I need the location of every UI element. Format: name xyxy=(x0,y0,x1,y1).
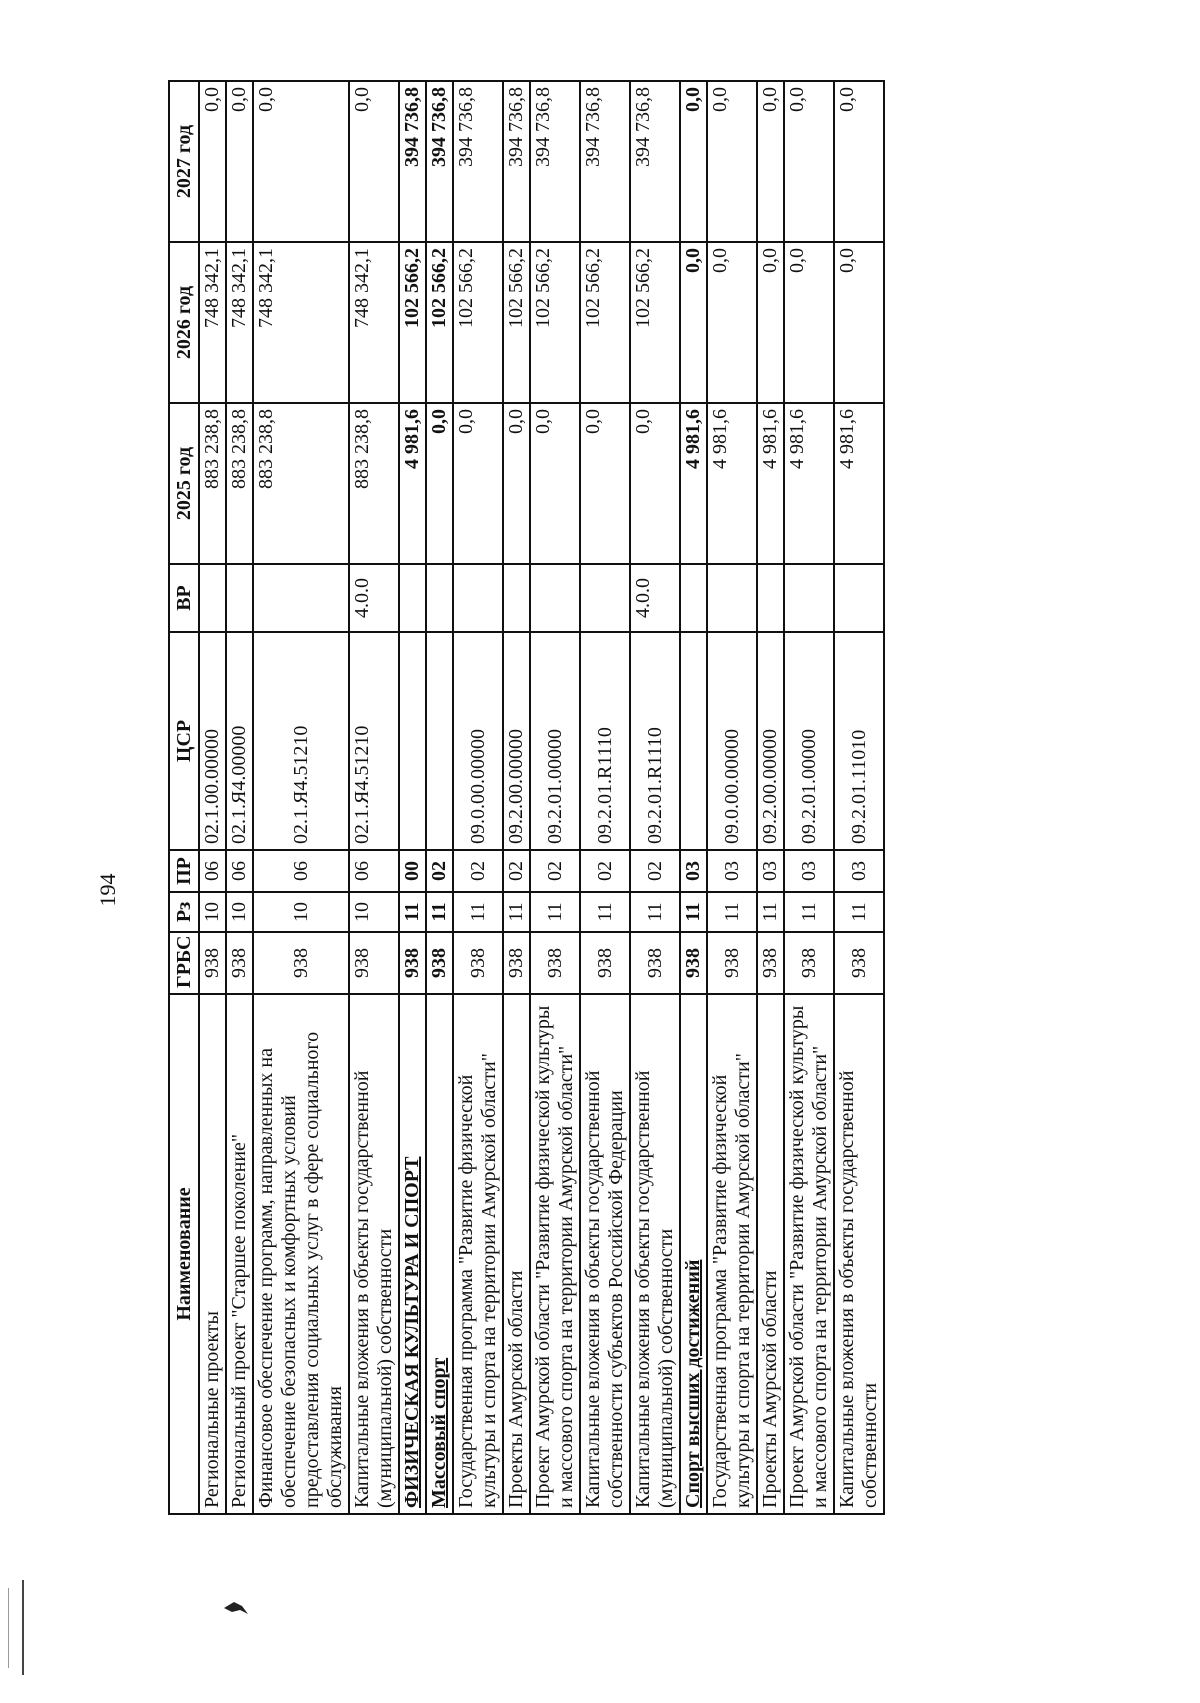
header-2026: 2026 год xyxy=(169,242,199,403)
cell-2025: 0,0 xyxy=(426,403,453,564)
cell-pr: 02 xyxy=(580,850,630,892)
cell-csr: 02.1.Я4.00000 xyxy=(226,632,253,850)
cell-vr xyxy=(453,564,503,632)
cell-csr: 02.1.00.00000 xyxy=(199,632,226,850)
cell-2027: 394 736,8 xyxy=(399,81,426,242)
cell-vr xyxy=(834,564,884,632)
budget-table xyxy=(168,80,885,1515)
cell-2025: 4 981,6 xyxy=(680,403,707,564)
cell-2026: 0,0 xyxy=(680,242,707,403)
cell-pr: 03 xyxy=(680,850,707,892)
cell-2025: 883 238,8 xyxy=(349,403,399,564)
cell-vr xyxy=(503,564,530,632)
table-row xyxy=(453,81,503,1514)
cell-rz: 11 xyxy=(757,892,784,932)
cell-2026: 102 566,2 xyxy=(503,242,530,403)
cell-2026: 0,0 xyxy=(784,242,834,403)
cell-name: Государственная программа "Развитие физической культуры и спорта на территории Амурской области" xyxy=(453,994,503,1514)
cell-grbs: 938 xyxy=(834,932,884,994)
cell-2027: 394 736,8 xyxy=(580,81,630,242)
cell-2025: 883 238,8 xyxy=(253,403,349,564)
cell-csr: 09.2.01.00000 xyxy=(530,632,580,850)
cell-2027: 0,0 xyxy=(253,81,349,242)
cell-2027: 394 736,8 xyxy=(530,81,580,242)
scan-edge-line xyxy=(8,1588,9,1668)
cell-csr: 09.0.00.00000 xyxy=(707,632,757,850)
cell-vr xyxy=(530,564,580,632)
cell-2026: 748 342,1 xyxy=(226,242,253,403)
cell-2026: 0,0 xyxy=(834,242,884,403)
cell-pr: 06 xyxy=(349,850,399,892)
cell-grbs: 938 xyxy=(530,932,580,994)
cell-grbs: 938 xyxy=(399,932,426,994)
cell-name: Проекты Амурской области xyxy=(757,994,784,1514)
table-row xyxy=(707,81,757,1514)
cell-2025: 4 981,6 xyxy=(784,403,834,564)
table-row xyxy=(580,81,630,1514)
table-row xyxy=(784,81,834,1514)
page-number: 194 xyxy=(95,873,120,907)
cell-grbs: 938 xyxy=(503,932,530,994)
cell-rz: 11 xyxy=(784,892,834,932)
cell-2027: 394 736,8 xyxy=(503,81,530,242)
cell-grbs: 938 xyxy=(226,932,253,994)
cell-2026: 748 342,1 xyxy=(199,242,226,403)
cell-grbs: 938 xyxy=(453,932,503,994)
header-vr: ВР xyxy=(169,564,199,632)
cell-2026: 102 566,2 xyxy=(580,242,630,403)
cell-2025: 4 981,6 xyxy=(399,403,426,564)
cell-2025: 0,0 xyxy=(503,403,530,564)
cell-pr: 06 xyxy=(199,850,226,892)
cell-csr: 02.1.Я4.51210 xyxy=(349,632,399,850)
cell-2026: 102 566,2 xyxy=(630,242,680,403)
cell-2027: 0,0 xyxy=(707,81,757,242)
cell-rz: 10 xyxy=(226,892,253,932)
table-row xyxy=(530,81,580,1514)
cell-2025: 0,0 xyxy=(630,403,680,564)
cell-2027: 394 736,8 xyxy=(630,81,680,242)
cell-rz: 10 xyxy=(199,892,226,932)
cell-2027: 0,0 xyxy=(226,81,253,242)
cell-vr xyxy=(580,564,630,632)
cell-name: Спорт высших достижений xyxy=(680,994,707,1514)
cell-vr xyxy=(399,564,426,632)
cell-rz: 11 xyxy=(453,892,503,932)
cell-rz: 11 xyxy=(399,892,426,932)
cell-pr: 03 xyxy=(834,850,884,892)
cell-2026: 102 566,2 xyxy=(453,242,503,403)
cell-2025: 0,0 xyxy=(453,403,503,564)
table-row xyxy=(426,81,453,1514)
cell-csr: 09.2.01.R1110 xyxy=(580,632,630,850)
cell-rz: 11 xyxy=(580,892,630,932)
cell-2026: 102 566,2 xyxy=(530,242,580,403)
table-row xyxy=(399,81,426,1514)
cell-grbs: 938 xyxy=(253,932,349,994)
cell-2027: 0,0 xyxy=(834,81,884,242)
cell-csr: 09.2.01.00000 xyxy=(784,632,834,850)
cell-vr xyxy=(784,564,834,632)
table-row xyxy=(630,81,680,1514)
cell-csr: 09.2.01.R1110 xyxy=(630,632,680,850)
header-csr: ЦСР xyxy=(169,632,199,850)
header-name: Наименование xyxy=(169,994,199,1514)
cell-pr: 03 xyxy=(757,850,784,892)
table-row xyxy=(253,81,349,1514)
cell-grbs: 938 xyxy=(784,932,834,994)
cell-name: ФИЗИЧЕСКАЯ КУЛЬТУРА И СПОРТ xyxy=(399,994,426,1514)
cell-name: Капитальные вложения в объекты государственной (муниципальной) собственности xyxy=(630,994,680,1514)
cell-csr: 02.1.Я4.51210 xyxy=(253,632,349,850)
cell-pr: 02 xyxy=(503,850,530,892)
cell-vr: 4.0.0 xyxy=(630,564,680,632)
cell-name: Проект Амурской области "Развитие физической культуры и массового спорта на территории Амурской области" xyxy=(530,994,580,1514)
cell-2025: 4 981,6 xyxy=(707,403,757,564)
table-row xyxy=(349,81,399,1514)
cell-grbs: 938 xyxy=(757,932,784,994)
cell-name: Массовый спорт xyxy=(426,994,453,1514)
table-row xyxy=(757,81,784,1514)
header-2025: 2025 год xyxy=(169,403,199,564)
header-grbs: ГРБС xyxy=(169,932,199,994)
cell-csr: 09.0.00.00000 xyxy=(453,632,503,850)
cell-vr: 4.0.0 xyxy=(349,564,399,632)
budget-table-container xyxy=(168,80,1096,1515)
cell-name: Региональный проект "Старшее поколение" xyxy=(226,994,253,1514)
cell-2027: 0,0 xyxy=(199,81,226,242)
cell-pr: 02 xyxy=(426,850,453,892)
cell-2027: 0,0 xyxy=(349,81,399,242)
cell-grbs: 938 xyxy=(349,932,399,994)
cell-rz: 11 xyxy=(834,892,884,932)
cell-pr: 00 xyxy=(399,850,426,892)
cell-rz: 11 xyxy=(530,892,580,932)
table-row xyxy=(503,81,530,1514)
cell-2027: 0,0 xyxy=(757,81,784,242)
cell-vr xyxy=(707,564,757,632)
cell-name: Проекты Амурской области xyxy=(503,994,530,1514)
cell-2027: 394 736,8 xyxy=(453,81,503,242)
cell-2025: 883 238,8 xyxy=(226,403,253,564)
cell-pr: 02 xyxy=(453,850,503,892)
cell-rz: 11 xyxy=(630,892,680,932)
scan-edge-line xyxy=(22,1580,24,1675)
cell-2026: 0,0 xyxy=(757,242,784,403)
cell-2026: 748 342,1 xyxy=(253,242,349,403)
cell-rz: 11 xyxy=(426,892,453,932)
cell-pr: 02 xyxy=(530,850,580,892)
cell-name: Проект Амурской области "Развитие физической культуры и массового спорта на территории Амурской области" xyxy=(784,994,834,1514)
header-pr: ПР xyxy=(169,850,199,892)
cell-grbs: 938 xyxy=(580,932,630,994)
cell-vr xyxy=(757,564,784,632)
cell-vr xyxy=(199,564,226,632)
cell-vr xyxy=(253,564,349,632)
table-row xyxy=(199,81,226,1514)
cell-2026: 102 566,2 xyxy=(426,242,453,403)
cell-grbs: 938 xyxy=(680,932,707,994)
cell-2025: 4 981,6 xyxy=(834,403,884,564)
cell-csr xyxy=(399,632,426,850)
cell-vr xyxy=(226,564,253,632)
cell-name: Капитальные вложения в объекты государственной собственности субъектов Российской Федерации xyxy=(580,994,630,1514)
table-row xyxy=(834,81,884,1514)
cell-name: Капитальные вложения в объекты государственной (муниципальной) собственности xyxy=(349,994,399,1514)
cell-rz: 11 xyxy=(503,892,530,932)
cell-2025: 4 981,6 xyxy=(757,403,784,564)
header-2027: 2027 год xyxy=(169,81,199,242)
cell-2027: 394 736,8 xyxy=(426,81,453,242)
cell-2025: 0,0 xyxy=(530,403,580,564)
cell-2025: 883 238,8 xyxy=(199,403,226,564)
cell-csr: 09.2.01.11010 xyxy=(834,632,884,850)
table-row xyxy=(226,81,253,1514)
cell-2026: 748 342,1 xyxy=(349,242,399,403)
cell-csr: 09.2.00.00000 xyxy=(503,632,530,850)
cell-grbs: 938 xyxy=(707,932,757,994)
cell-grbs: 938 xyxy=(199,932,226,994)
cell-2026: 102 566,2 xyxy=(399,242,426,403)
cell-name: Государственная программа "Развитие физической культуры и спорта на территории Амурской области" xyxy=(707,994,757,1514)
cell-name: Региональные проекты xyxy=(199,994,226,1514)
table-header-row xyxy=(169,81,199,1514)
cell-2025: 0,0 xyxy=(580,403,630,564)
cell-name: Финансовое обеспечение программ, направленных на обеспечение безопасных и комфортных условий предоставления социальных услуг в сфере социального обслуживания xyxy=(253,994,349,1514)
cell-csr xyxy=(680,632,707,850)
cell-rz: 10 xyxy=(253,892,349,932)
cell-rz: 11 xyxy=(680,892,707,932)
cell-grbs: 938 xyxy=(630,932,680,994)
cell-pr: 06 xyxy=(253,850,349,892)
table-row xyxy=(680,81,707,1514)
cell-pr: 02 xyxy=(630,850,680,892)
ink-mark-icon xyxy=(222,1596,250,1618)
cell-name: Капитальные вложения в объекты государственной собственности xyxy=(834,994,884,1514)
cell-2027: 0,0 xyxy=(784,81,834,242)
cell-rz: 11 xyxy=(707,892,757,932)
cell-csr: 09.2.00.00000 xyxy=(757,632,784,850)
cell-vr xyxy=(426,564,453,632)
header-rz: Рз xyxy=(169,892,199,932)
cell-2026: 0,0 xyxy=(707,242,757,403)
cell-pr: 03 xyxy=(707,850,757,892)
cell-pr: 03 xyxy=(784,850,834,892)
cell-pr: 06 xyxy=(226,850,253,892)
cell-vr xyxy=(680,564,707,632)
cell-grbs: 938 xyxy=(426,932,453,994)
cell-2027: 0,0 xyxy=(680,81,707,242)
cell-csr xyxy=(426,632,453,850)
cell-rz: 10 xyxy=(349,892,399,932)
